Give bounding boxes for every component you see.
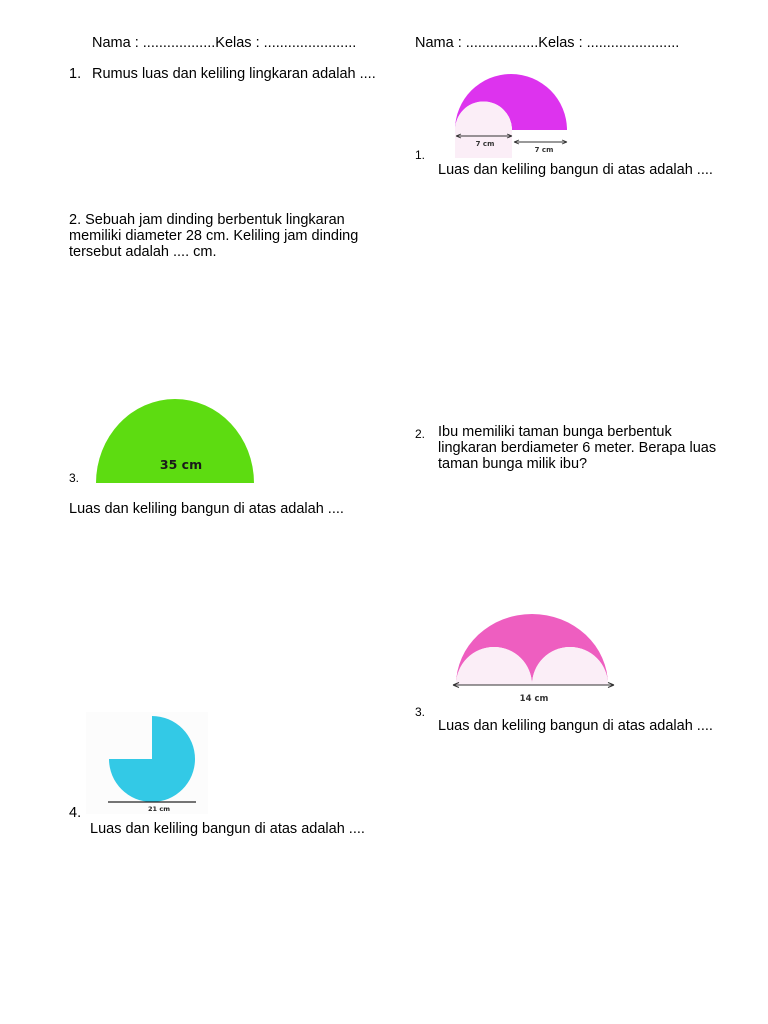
cyan-quarter-figure	[86, 712, 208, 814]
right-q2-line2: lingkaran berdiameter 6 meter. Berapa luas	[438, 440, 717, 456]
left-q3-number: 3.	[69, 471, 80, 485]
left-q1-text: Rumus luas dan keliling lingkaran adalah ....	[92, 66, 376, 82]
left-q4-question: Luas dan keliling bangun di atas adalah ....	[90, 821, 365, 837]
right-q1-number: 1.	[415, 148, 426, 162]
right-q2-number: 2.	[415, 427, 426, 441]
pink-figure-label: 14 cm	[519, 694, 549, 704]
right-q1-question: Luas dan keliling bangun di atas adalah ....	[438, 162, 713, 178]
left-q3-question: Luas dan keliling bangun di atas adalah ....	[69, 501, 344, 517]
green-semicircle-figure	[94, 396, 256, 484]
left-q2-line1: 2. Sebuah jam dinding berbentuk lingkaran	[69, 212, 345, 228]
magenta-figure	[450, 72, 573, 160]
pink-figure	[448, 610, 620, 708]
left-q4-number: 4.	[69, 805, 82, 821]
left-header: Nama : ..................Kelas : .......................	[92, 35, 357, 51]
magenta-label-right: 7 cm	[534, 146, 554, 154]
magenta-label-left: 7 cm	[475, 140, 495, 148]
left-q1-number: 1.	[69, 66, 82, 82]
magenta-small-semicircle-cutout	[455, 102, 512, 159]
left-q2-line3: tersebut adalah .... cm.	[69, 244, 217, 260]
green-semicircle-label: 35 cm	[159, 457, 203, 472]
right-q3-number: 3.	[415, 705, 426, 719]
right-q3-question: Luas dan keliling bangun di atas adalah ....	[438, 718, 713, 734]
right-q2-line1: Ibu memiliki taman bunga berbentuk	[438, 424, 672, 440]
right-q2-line3: taman bunga milik ibu?	[438, 456, 588, 472]
left-q2-line2: memiliki diameter 28 cm. Keliling jam dinding	[69, 228, 359, 244]
right-header: Nama : ..................Kelas : .......................	[415, 35, 680, 51]
cyan-figure-label: 21 cm	[148, 805, 170, 813]
